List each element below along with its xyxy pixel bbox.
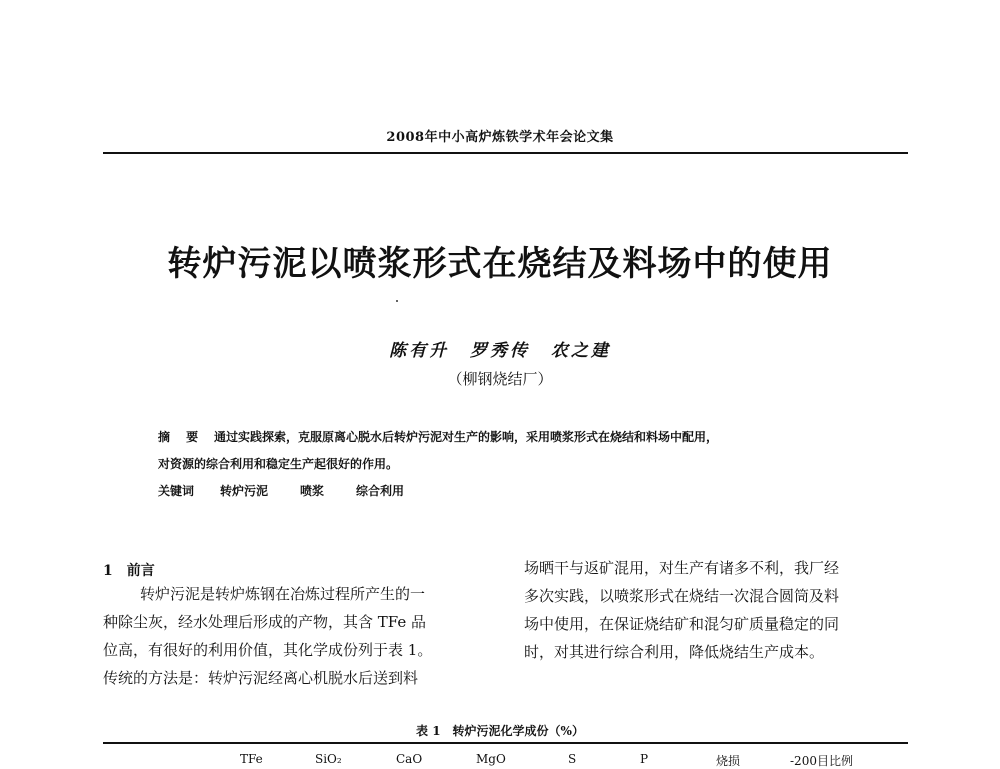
abstract-line-1 bbox=[158, 428, 718, 445]
abstract-text: 通过实践探索，克服原离心脱水后转炉污泥对生产的影响，采用喷浆形式在烧结和料场中配用， bbox=[214, 430, 719, 444]
table-column-header: SiO₂ bbox=[315, 752, 342, 766]
table-header-row bbox=[200, 752, 900, 768]
body-line: 位高，有很好的利用价值，其化学成份列于表 1。 bbox=[103, 641, 433, 659]
paper-title: 转炉污泥以喷浆形式在烧结及料场中的使用 bbox=[167, 244, 833, 284]
header-rule bbox=[103, 152, 908, 154]
table-column-header: MgO bbox=[476, 752, 506, 766]
author: 陈有升 bbox=[389, 341, 450, 361]
table-column-header: S bbox=[568, 752, 577, 766]
body-line: 种除尘灰，经水处理后形成的产物，其含 TFe 品 bbox=[103, 613, 427, 631]
table-column-header: CaO bbox=[396, 752, 423, 766]
section-number: 1 bbox=[103, 563, 113, 579]
keyword: 喷浆 bbox=[300, 484, 325, 498]
author: 农之建 bbox=[550, 341, 611, 361]
keywords-line bbox=[158, 482, 436, 499]
affiliation: （柳钢烧结厂） bbox=[447, 370, 553, 388]
body-line: 传统的方法是：转炉污泥经离心机脱水后送到料 bbox=[103, 669, 419, 687]
table-caption: 表 1 转炉污泥化学成份（%） bbox=[416, 724, 584, 738]
body-line: 转炉污泥是转炉炼钢在冶炼过程所产生的一 bbox=[140, 585, 426, 603]
running-header: 2008年中小高炉炼铁学术年会论文集 bbox=[386, 130, 614, 145]
abstract-label: 摘 要 bbox=[158, 430, 205, 444]
abstract-line-2 bbox=[158, 455, 398, 472]
body-line: 场晒干与返矿混用，对生产有诸多不利，我厂经 bbox=[524, 559, 840, 577]
table-column-header: -200目比例 bbox=[790, 754, 853, 768]
body-line: 时，对其进行综合利用，降低烧结生产成本。 bbox=[524, 643, 825, 661]
author: 罗秀传 bbox=[470, 341, 530, 361]
keywords-label: 关键词 bbox=[158, 484, 195, 498]
section-heading bbox=[103, 560, 155, 580]
keyword: 综合利用 bbox=[356, 484, 405, 498]
table-column-header: TFe bbox=[240, 752, 263, 766]
table-top-rule bbox=[103, 742, 908, 744]
abstract-text: 对资源的综合利用和稳定生产起很好的作用。 bbox=[158, 457, 399, 471]
table-column-header: 烧损 bbox=[716, 754, 741, 768]
authors-line bbox=[0, 336, 1000, 361]
body-line: 多次实践，以喷浆形式在烧结一次混合圆筒及料 bbox=[524, 587, 840, 605]
body-line: 场中使用，在保证烧结矿和混匀矿质量稳定的同 bbox=[524, 615, 840, 633]
keyword: 转炉污泥 bbox=[220, 484, 269, 498]
scan-speck bbox=[396, 300, 398, 302]
table-column-header: P bbox=[640, 752, 649, 766]
section-title: 前言 bbox=[126, 563, 155, 579]
